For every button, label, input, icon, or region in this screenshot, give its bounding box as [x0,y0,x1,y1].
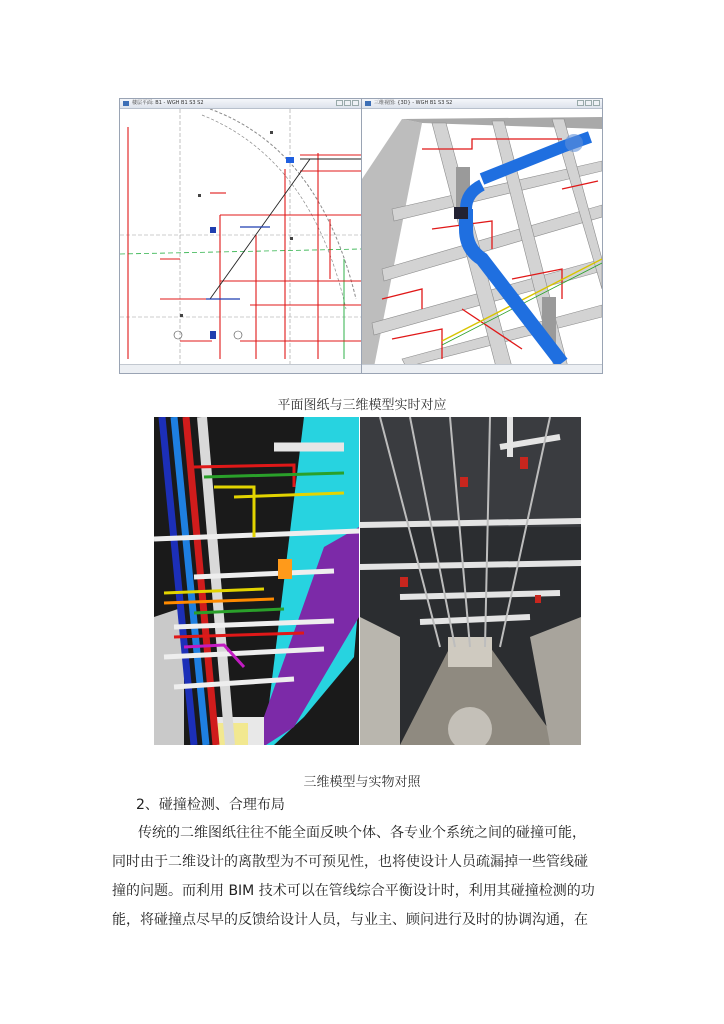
paragraph-line-4: 能，将碰撞点尽早的反馈给设计人员，与业主、顾问进行及时的协调沟通，在 [112,912,588,928]
minimize-icon[interactable] [336,100,343,106]
window-controls [336,100,359,106]
maximize-icon[interactable] [344,100,351,106]
3d-model-view[interactable] [362,109,602,367]
figure-model-vs-real [154,417,581,745]
3d-view-window[interactable] [361,98,603,374]
revit-3d-view-icon [365,101,371,106]
figure-plan-3d [119,98,603,374]
paragraph-line-3: 撞的问题。而利用 BIM 技术可以在管线综合平衡设计时，利用其碰撞检测的功 [112,883,595,899]
section-paragraph [112,819,612,935]
floor-plan-view-control-bar[interactable] [120,364,361,373]
close-icon[interactable] [352,100,359,106]
paragraph-line-2: 同时由于二维设计的离散型为不可预见性，也将使设计人员疏漏掉一些管线碰 [112,854,588,870]
close-icon[interactable] [593,100,600,106]
bim-render-image [154,417,359,745]
floor-plan-window-titlebar[interactable] [120,99,361,109]
figure1-caption: 平面图纸与三维模型实时对应 [277,398,447,413]
section-heading: 2、碰撞检测、合理布局 [136,797,285,813]
3d-view-control-bar[interactable] [362,364,602,373]
paragraph-line-1: 传统的二维图纸往往不能全面反映个体、各专业个系统之间的碰撞可能， [138,825,586,841]
floor-plan-drawing[interactable] [120,109,361,367]
maximize-icon[interactable] [585,100,592,106]
figure2-caption: 三维模型与实物对照 [303,775,421,790]
minimize-icon[interactable] [577,100,584,106]
floor-plan-window-title: 楼层平面: B1 - WGH B1 S3 S2 [132,100,204,106]
window-controls [577,100,600,106]
revit-view-icon [123,101,129,106]
3d-view-window-title: 三维视图: {3D} - WGH B1 S3 S2 [374,100,453,106]
floor-plan-window[interactable] [119,98,362,374]
3d-view-window-titlebar[interactable] [362,99,602,109]
site-photo-image [360,417,581,745]
